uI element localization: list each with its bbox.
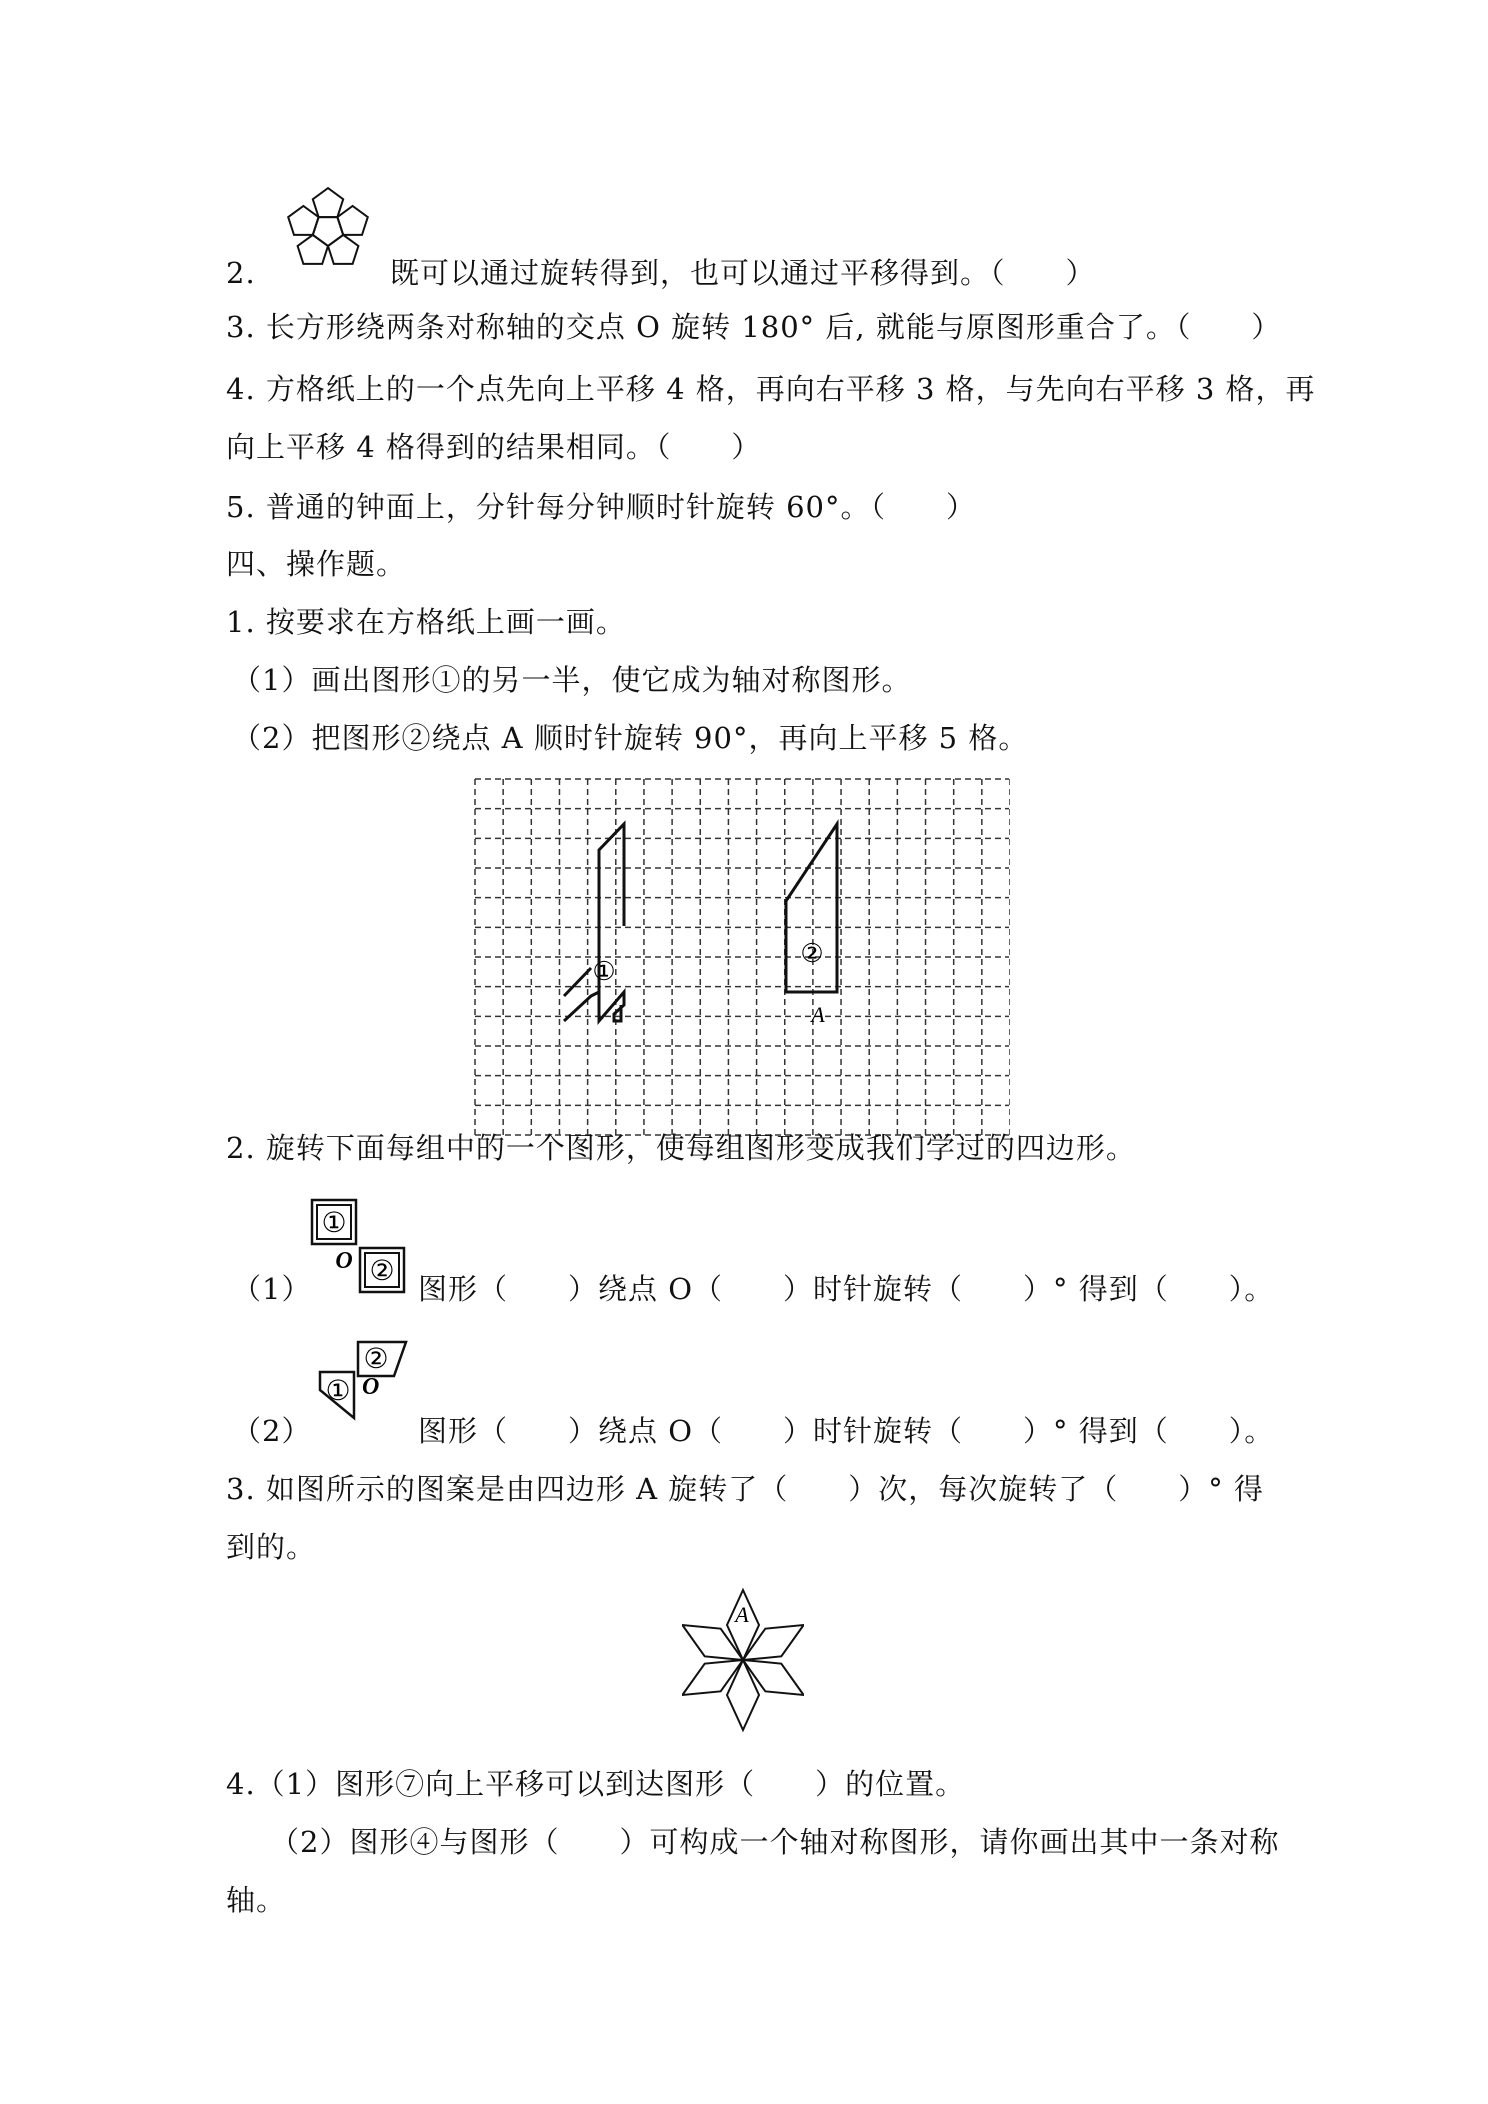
question-4-line-2: 向上平移 4 格得到的结果相同。（ ） [226,430,762,464]
operation-1-part-2: （2）把图形②绕点 A 顺时针旋转 90°，再向上平移 5 格。 [232,721,1029,755]
operation-4-part-2-cont: 轴。 [226,1883,287,1917]
shape-2-label: ② [800,939,824,968]
square-2-label: ② [369,1256,395,1287]
question-4-line-1: 4. 方格纸上的一个点先向上平移 4 格，再向右平移 3 格，与先向右平移 3 格，再 [226,372,1316,406]
operation-1-part-1: （1）画出图形①的另一半，使它成为轴对称图形。 [232,663,912,697]
grid-figure [474,778,1010,1136]
shape-2-label: ② [363,1344,389,1375]
operation-3-line-1: 3. 如图所示的图案是由四边形 A 旋转了（ ）次，每次旋转了（ ）° 得 [226,1472,1264,1506]
rhombus-star-figure [682,1586,804,1734]
square-1-label: ① [321,1208,347,1239]
operation-2: 2. 旋转下面每组中的一个图形，使每组图形变成我们学过的四边形。 [226,1131,1136,1165]
operation-3-line-2: 到的。 [226,1530,317,1564]
operation-2-part-1-text: 图形（ ）绕点 O（ ）时针旋转（ ）° 得到（ ）。 [418,1272,1275,1306]
shape-1-base [564,992,599,1021]
two-squares-figure [310,1196,420,1300]
operation-4-part-2: （2）图形④与图形（ ）可构成一个轴对称图形，请你画出其中一条对称 [270,1825,1280,1859]
operation-4-part-1: 4.（1）图形⑦向上平移可以到达图形（ ）的位置。 [226,1767,966,1801]
section-4-heading: 四、操作题。 [226,547,407,581]
question-2-number: 2. [226,256,256,290]
shape-1-outline [599,824,624,1021]
operation-1: 1. 按要求在方格纸上画一画。 [226,605,626,639]
point-a-label: A [811,1002,825,1027]
operation-2-part-2-text: 图形（ ）绕点 O（ ）时针旋转（ ）° 得到（ ）。 [418,1414,1275,1448]
rotated-shapes-figure [318,1338,414,1422]
rhombus-a-label: A [735,1602,749,1627]
shape-1-label: ① [592,957,616,986]
operation-2-part-2-number: （2） [232,1414,312,1448]
point-o-label: O [362,1374,380,1400]
question-5: 5. 普通的钟面上，分针每分钟顺时针旋转 60°。（ ） [226,490,977,524]
operation-2-part-1-number: （1） [232,1272,312,1306]
question-2-text: 既可以通过旋转得到，也可以通过平移得到。（ ） [390,256,1096,290]
question-3: 3. 长方形绕两条对称轴的交点 O 旋转 180° 后, 就能与原图形重合了。（ ） [226,310,1282,344]
shape-1-label: ① [325,1376,351,1407]
point-o-label: O [335,1248,353,1274]
pentagon-flower-figure [270,172,386,284]
